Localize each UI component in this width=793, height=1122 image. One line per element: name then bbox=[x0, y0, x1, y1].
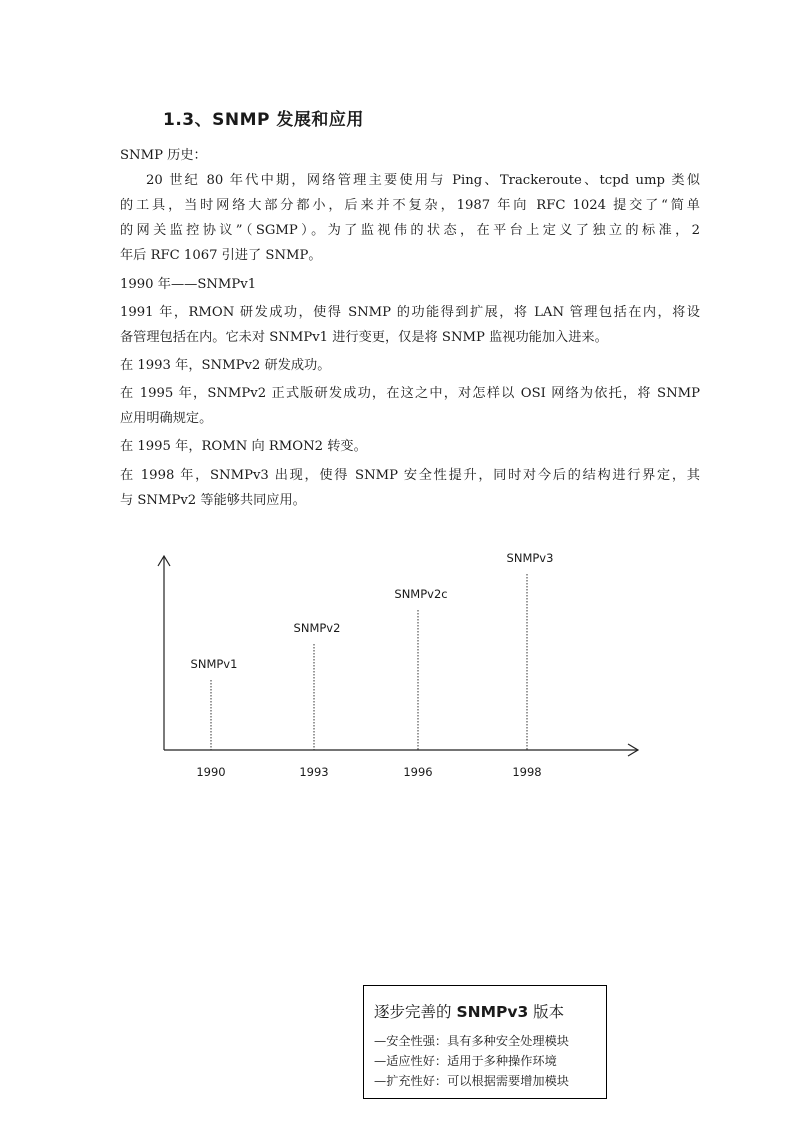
history-item-1990: 1990 年——SNMPv1 bbox=[120, 277, 257, 292]
info-box-title-version: SNMPv3 bbox=[456, 1003, 529, 1021]
info-box-feature-extensibility: —扩充性好：可以根据需要增加模块 bbox=[374, 1074, 569, 1088]
intro-line-2: 的工具，当时网络大部分都小，后来并不复杂，1987 年向 RFC 1024 提交了“简单 bbox=[120, 198, 700, 213]
info-box-title-suffix: 版本 bbox=[528, 1003, 565, 1021]
snmp-timeline-chart bbox=[150, 550, 650, 790]
history-item-1991-line-1: 1991 年，RMON 研发成功，使得 SNMP 的功能得到扩展，将 LAN 管理包括在内，将设 bbox=[120, 305, 700, 320]
info-box-feature-security: —安全性强：具有多种安全处理模块 bbox=[374, 1034, 569, 1048]
timeline-version-label-1993: SNMPv2 bbox=[293, 621, 341, 635]
snmpv3-info-box bbox=[363, 985, 607, 1099]
intro-line-3: 的网关监控协议”（SGMP）。为了监视伟的状态，在平台上定义了独立的标准，2 bbox=[120, 223, 700, 238]
intro-line-1: 20 世纪 80 年代中期，网络管理主要使用与 Ping、Trackeroute、tcpd ump 类似 bbox=[146, 173, 700, 188]
history-item-1995a-line-1: 在 1995 年，SNMPv2 正式版研发成功，在这之中，对怎样以 OSI 网络为依托，将 SNMP bbox=[120, 386, 700, 401]
timeline-year-label-1998: 1998 bbox=[512, 765, 542, 779]
history-item-1991-line-2: 备管理包括在内。它未对 SNMPv1 进行变更，仅是将 SNMP 监视功能加入进来。 bbox=[120, 330, 608, 345]
history-label: SNMP 历史： bbox=[120, 148, 207, 163]
history-item-1995b: 在 1995 年，ROMN 向 RMON2 转变。 bbox=[120, 439, 367, 454]
timeline-version-label-1998: SNMPv3 bbox=[506, 551, 554, 565]
history-item-1998-line-2: 与 SNMPv2 等能够共同应用。 bbox=[120, 493, 306, 508]
timeline-year-label-1990: 1990 bbox=[196, 765, 226, 779]
info-box-title-prefix: 逐步完善的 bbox=[374, 1003, 457, 1021]
intro-line-4: 年后 RFC 1067 引进了 SNMP。 bbox=[120, 248, 322, 263]
section-heading: 1.3、SNMP 发展和应用 bbox=[163, 110, 364, 130]
info-box-feature-adaptability: —适应性好：适用于多种操作环境 bbox=[374, 1054, 557, 1068]
timeline-year-label-1996: 1996 bbox=[403, 765, 433, 779]
history-item-1993: 在 1993 年，SNMPv2 研发成功。 bbox=[120, 358, 331, 373]
info-box-title bbox=[374, 1000, 606, 1022]
timeline-version-label-1996: SNMPv2c bbox=[394, 587, 448, 601]
history-item-1995a-line-2: 应用明确规定。 bbox=[120, 411, 213, 426]
timeline-version-label-1990: SNMPv1 bbox=[190, 657, 238, 671]
history-item-1998-line-1: 在 1998 年，SNMPv3 出现，使得 SNMP 安全性提升，同时对今后的结构进行界定，其 bbox=[120, 468, 700, 483]
timeline-year-label-1993: 1993 bbox=[299, 765, 329, 779]
